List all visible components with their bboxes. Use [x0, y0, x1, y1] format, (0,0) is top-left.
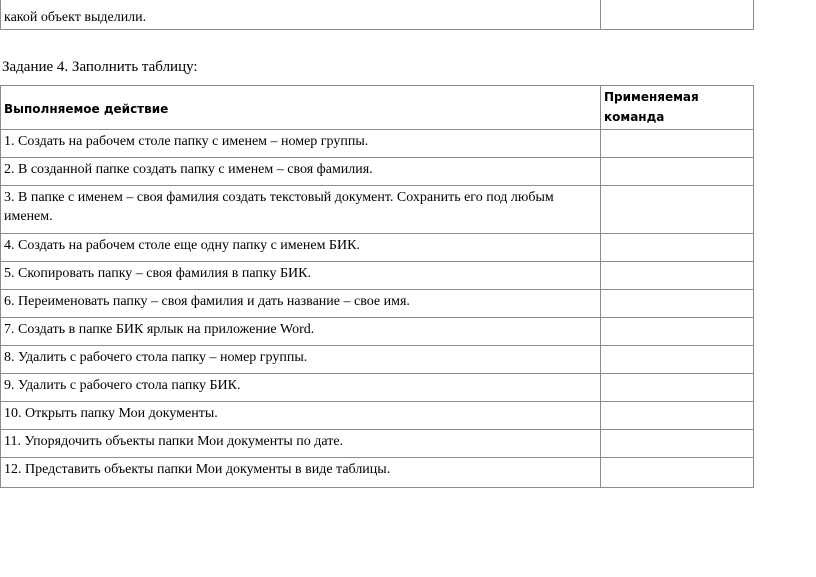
action-cell: 7. Создать в папке БИК ярлык на приложение Word.: [1, 318, 601, 346]
command-cell[interactable]: [601, 130, 754, 158]
previous-task-table: [0, 0, 754, 30]
table-row: [1, 290, 754, 318]
command-cell[interactable]: [601, 402, 754, 430]
action-cell: какой объект выделили.: [1, 0, 601, 30]
table-header-row: [1, 86, 754, 130]
action-cell: 3. В папке с именем – своя фамилия создать текстовый документ. Сохранить его под любым именем.: [1, 186, 601, 234]
answer-cell[interactable]: [601, 0, 754, 30]
command-cell[interactable]: [601, 158, 754, 186]
table-row: [1, 402, 754, 430]
task-heading: Задание 4. Заполнить таблицу:: [2, 59, 198, 75]
table-row: [1, 262, 754, 290]
command-cell[interactable]: [601, 458, 754, 488]
header-action: Выполняемое действие: [1, 86, 601, 130]
command-cell[interactable]: [601, 346, 754, 374]
header-command: Применяемая команда: [601, 86, 754, 130]
action-cell: 9. Удалить с рабочего стола папку БИК.: [1, 374, 601, 402]
action-cell: 2. В созданной папке создать папку с именем – своя фамилия.: [1, 158, 601, 186]
action-cell: 4. Создать на рабочем столе еще одну папку с именем БИК.: [1, 234, 601, 262]
action-cell: 8. Удалить с рабочего стола папку – номер группы.: [1, 346, 601, 374]
table-row: [1, 0, 754, 30]
command-cell[interactable]: [601, 234, 754, 262]
table-row: [1, 346, 754, 374]
table-row: [1, 430, 754, 458]
command-cell[interactable]: [601, 318, 754, 346]
action-cell: 10. Открыть папку Мои документы.: [1, 402, 601, 430]
command-cell[interactable]: [601, 262, 754, 290]
command-cell[interactable]: [601, 186, 754, 234]
table-row: [1, 318, 754, 346]
table-row: [1, 158, 754, 186]
action-cell: 11. Упорядочить объекты папки Мои документы по дате.: [1, 430, 601, 458]
action-cell: 12. Представить объекты папки Мои документы в виде таблицы.: [1, 458, 601, 488]
command-cell[interactable]: [601, 290, 754, 318]
command-cell[interactable]: [601, 430, 754, 458]
table-row: [1, 234, 754, 262]
action-cell: 5. Скопировать папку – своя фамилия в папку БИК.: [1, 262, 601, 290]
action-cell: 1. Создать на рабочем столе папку с именем – номер группы.: [1, 130, 601, 158]
action-cell: 6. Переименовать папку – своя фамилия и дать название – свое имя.: [1, 290, 601, 318]
task-table: [0, 85, 754, 488]
table-row: [1, 186, 754, 234]
table-row: [1, 374, 754, 402]
command-cell[interactable]: [601, 374, 754, 402]
table-row: [1, 130, 754, 158]
table-row: [1, 458, 754, 488]
